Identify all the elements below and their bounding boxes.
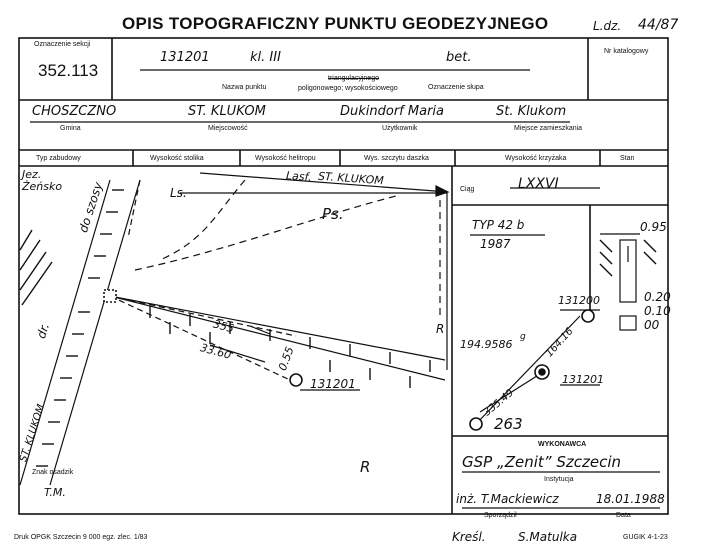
map-meas-055: 0.55 <box>276 344 297 373</box>
map-meas-355: 355 <box>211 317 236 336</box>
depth-2: 0.10 <box>644 304 671 318</box>
map-lake: Jez. <box>22 168 42 181</box>
pillar-value: bet. <box>446 50 472 65</box>
side-dist-2: 335.49 <box>482 387 516 419</box>
point-id: 131201 <box>160 50 210 65</box>
data-label: Data <box>616 512 631 519</box>
angle-value: 194.9586 <box>460 338 513 351</box>
side-point-c: 263 <box>494 415 523 433</box>
map-ls: Ls. <box>170 186 187 200</box>
date-value: 18.01.1988 <box>596 492 665 506</box>
map-meas-3360: 33.60 <box>198 341 233 362</box>
map-lake-name: Żeńsko <box>22 180 63 193</box>
map-point-id: 131201 <box>310 377 356 391</box>
sheet-value: 352.113 <box>38 61 99 80</box>
col-wys-helitropu: Wysokość helitropu <box>255 155 316 162</box>
side-dist-1: 164.16 <box>544 325 576 360</box>
sporzadzil-value: inż. T.Mackiewicz <box>456 492 559 506</box>
sheet-label: Oznaczenie sekcji <box>34 41 91 48</box>
map-r2: R <box>360 458 371 476</box>
map-marker-label: Znak osadzik <box>32 469 74 476</box>
instytucja-value: GSP „Zenit” Szczecin <box>462 453 621 471</box>
angle-unit: g <box>520 332 526 342</box>
name-label: Nazwa punktu <box>222 84 267 91</box>
ldz-value: 44/87 <box>638 17 679 33</box>
side-point-a: 131200 <box>558 294 600 307</box>
map-village: ST. KLUKOM <box>18 403 47 464</box>
ciag-label: Ciąg <box>460 186 475 193</box>
gmina-label: Gmina <box>60 125 81 132</box>
map-forest-edge: Lasf. <box>285 169 313 184</box>
gmina-value: CHOSZCZNO <box>32 104 117 119</box>
map-ps: Ps. <box>322 205 344 223</box>
uzytkownik-value: Dukindorf Maria <box>340 104 444 119</box>
miejscowosc-value: ST. KLUKOM <box>188 104 266 119</box>
form-title: OPIS TOPOGRAFICZNY PUNKTU GEODEZYJNEGO <box>122 14 549 33</box>
ldz-label: L.dz. <box>593 19 622 33</box>
map-tm: T.M. <box>44 486 66 499</box>
sporzadzil-label: Sporządził <box>484 512 517 519</box>
col-wys-daszka: Wys. szczytu daszka <box>364 155 429 162</box>
col-stan: Stan <box>620 155 635 162</box>
map-r1: R <box>436 322 445 336</box>
kresl-label: Kreśl. <box>452 530 486 544</box>
point-class: kl. III <box>250 50 281 65</box>
form-code: GUGIK 4-1-23 <box>623 534 668 541</box>
pillar-label: Oznaczenie słupa <box>428 84 484 91</box>
map-forest-name: ST. KLUKOM <box>317 169 385 188</box>
uzytkownik-label: Użytkownik <box>382 125 418 132</box>
wykonawca-label: WYKONAWCA <box>538 441 587 448</box>
monument-type: TYP 42 b <box>472 218 525 232</box>
monument-year: 1987 <box>480 237 511 251</box>
type-label-top: triangulacyjnego <box>328 75 379 82</box>
miejscowosc-label: Miejscowość <box>208 125 248 132</box>
map-road-abbr: dr. <box>34 321 53 341</box>
print-info: Druk OPGK Szczecin 9 000 egz. zlec. 1/83 <box>14 534 148 541</box>
type-label-bottom: poligonowego; wysokościowego <box>298 85 398 92</box>
col-wys-stolika: Wysokość stolika <box>150 155 204 162</box>
depth-1: 0.20 <box>644 290 671 304</box>
instytucja-label: Instytucja <box>544 476 574 483</box>
zamieszkanie-label: Miejsce zamieszkania <box>514 125 583 132</box>
kresl-value: S.Matulka <box>518 530 578 544</box>
col-wys-krzyzaka: Wysokość krzyżaka <box>505 155 567 162</box>
depth-3: 00 <box>644 318 660 332</box>
col-typ-zabudowy: Typ zabudowy <box>36 155 81 162</box>
zamieszkanie-value: St. Klukom <box>496 104 567 119</box>
side-point-b: 131201 <box>562 373 604 386</box>
ciag-value: LXXVI <box>518 176 559 192</box>
map-road-label: do szosy <box>76 180 106 235</box>
catalog-label: Nr katalogowy <box>604 48 649 55</box>
depth-top: 0.95 <box>640 220 667 234</box>
